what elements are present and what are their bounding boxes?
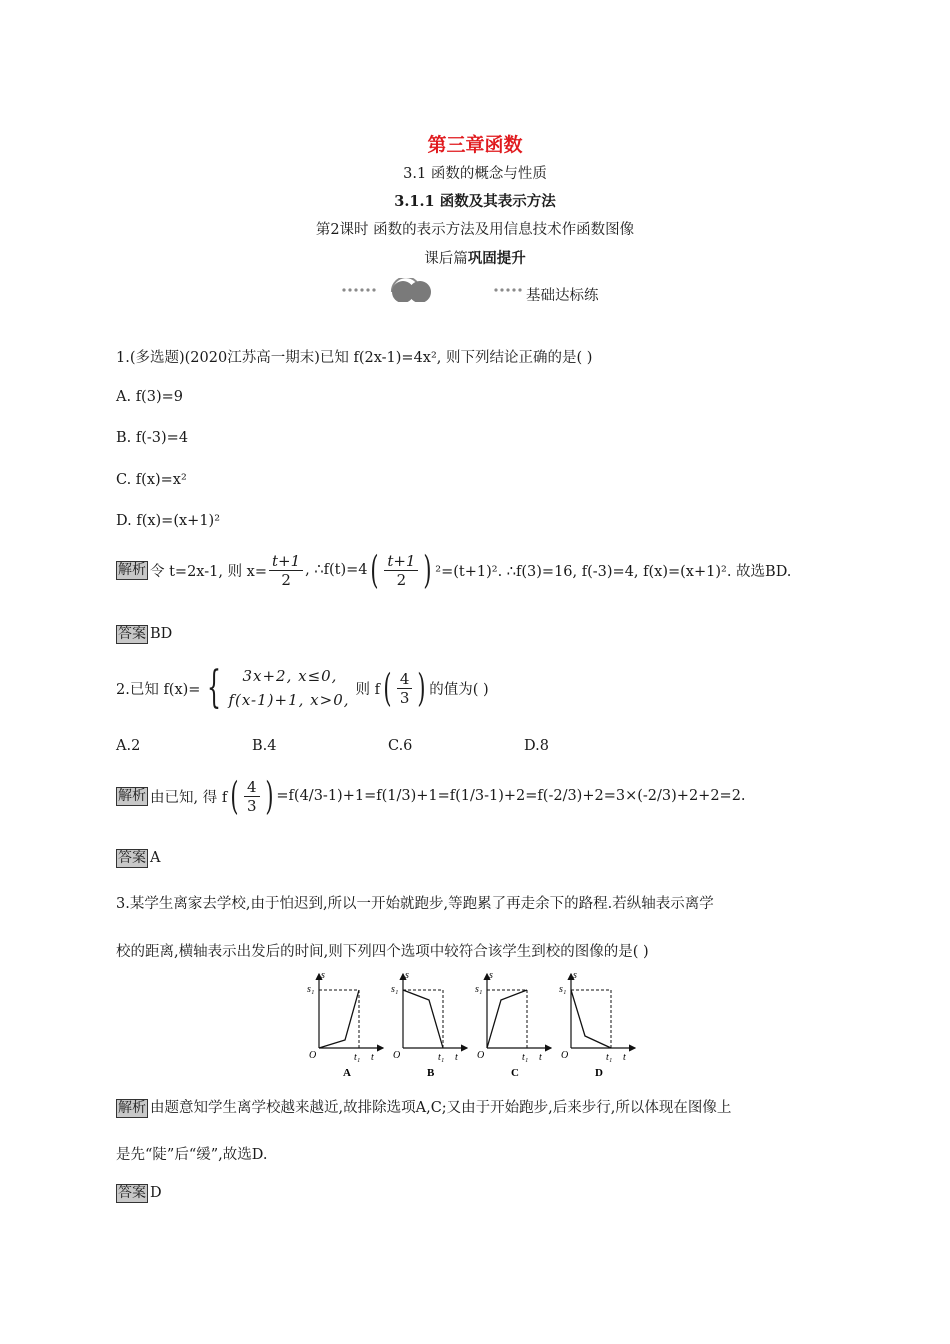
q2-option-a: A.2 xyxy=(116,738,141,754)
graph-d-s: s xyxy=(573,970,577,981)
graph-d-origin: O xyxy=(561,1050,569,1061)
stage-title xyxy=(0,247,950,268)
part-title: 基础达标练 xyxy=(526,288,599,304)
graph-c xyxy=(475,970,551,1079)
graph-c-s: s xyxy=(489,970,493,981)
q2-case1: 3x+2, x≤0, xyxy=(242,667,338,685)
graph-b-s1: s₁ xyxy=(391,984,399,995)
q2-fraction xyxy=(397,670,413,707)
q2-options xyxy=(116,738,660,754)
lesson-title: 第2课时 函数的表示方法及用信息技术作函数图像 xyxy=(315,222,635,238)
answer-tag: 答案 xyxy=(118,626,146,642)
stage-prefix: 课后篇 xyxy=(424,251,468,267)
q2-option-d: D.8 xyxy=(524,738,549,754)
q3-analysis-line1 xyxy=(116,1096,731,1118)
graph-a-label: A xyxy=(343,1067,351,1079)
graph-a-origin: O xyxy=(309,1050,317,1061)
q1-fraction xyxy=(269,552,303,589)
graph-b-origin: O xyxy=(393,1050,401,1061)
graph-a-s: s xyxy=(321,970,325,981)
q3-answer-value: D xyxy=(150,1185,162,1201)
graph-d-t: t xyxy=(623,1052,626,1063)
q2-afrac-num: 4 xyxy=(244,778,260,797)
graph-a-t1: t₁ xyxy=(354,1052,361,1063)
q2-afrac-den: 3 xyxy=(247,796,257,815)
graph-d xyxy=(559,970,635,1079)
chapter-title: 第三章函数 xyxy=(427,134,523,156)
right-paren: ) xyxy=(417,666,426,710)
graph-b-t1: t₁ xyxy=(438,1052,445,1063)
q3-analysis-line2: 是先“陡”后“缓”,故选D. xyxy=(116,1147,268,1163)
q1-option-c: C. f(x)=x² xyxy=(116,472,187,488)
q2-stem-c: 的值为( ) xyxy=(429,681,489,698)
q3-analysis-text1: 由题意知学生离学校越来越近,故排除选项A,C;又由于开始跑步,后来步行,所以体现在图像上 xyxy=(150,1100,732,1116)
q2-stem-b: 则 f xyxy=(355,681,380,698)
graph-b xyxy=(391,970,467,1079)
right-paren: ) xyxy=(423,548,432,592)
section-divider xyxy=(0,278,950,302)
q1-frac2-num: t+1 xyxy=(384,552,418,571)
q2-answer-value: A xyxy=(150,850,161,866)
graph-c-t1: t₁ xyxy=(522,1052,529,1063)
subsection-title: 3.1.1 函数及其表示方法 xyxy=(394,193,556,210)
graph-a-s1: s₁ xyxy=(307,984,315,995)
q1-analysis-a: 令 t=2x-1, 则 x= xyxy=(150,563,268,580)
q1-fraction-2 xyxy=(384,552,418,589)
analysis-tag: 解析 xyxy=(118,561,146,578)
q2-analysis-intro: 由已知, 得 f xyxy=(150,789,228,806)
q1-frac-den: 2 xyxy=(281,570,291,589)
q2-frac-num: 4 xyxy=(397,670,413,689)
q2-piecewise xyxy=(228,664,349,712)
graph-c-origin: O xyxy=(477,1050,485,1061)
graph-b-s: s xyxy=(405,970,409,981)
graph-c-t: t xyxy=(539,1052,542,1063)
graph-c-label: C xyxy=(511,1067,519,1079)
left-paren: ( xyxy=(370,548,379,592)
graph-a xyxy=(307,970,383,1079)
q2-frac-den: 3 xyxy=(399,688,410,707)
graph-b-t: t xyxy=(455,1052,458,1063)
q2-answer xyxy=(116,849,160,868)
divider-decoration-icon xyxy=(0,278,950,302)
left-paren: ( xyxy=(230,774,239,818)
q3-graph-options xyxy=(305,970,645,1082)
q2-stem-a: 2.已知 f(x)= xyxy=(116,681,201,698)
q1-answer-value: BD xyxy=(150,626,173,642)
q1-frac2-den: 2 xyxy=(396,570,407,589)
graph-a-t: t xyxy=(371,1052,374,1063)
graph-d-s1: s₁ xyxy=(559,984,567,995)
brace-icon: { xyxy=(207,662,222,713)
graph-d-label: D xyxy=(595,1067,603,1079)
graph-c-s1: s₁ xyxy=(475,984,483,995)
answer-tag: 答案 xyxy=(118,850,146,866)
left-paren: ( xyxy=(383,666,392,710)
analysis-tag: 解析 xyxy=(118,787,146,804)
q1-analysis xyxy=(116,550,791,590)
graph-d-t1: t₁ xyxy=(606,1052,613,1063)
analysis-tag: 解析 xyxy=(118,1100,146,1116)
right-paren: ) xyxy=(264,774,274,818)
section-title: 3.1 函数的概念与性质 xyxy=(403,166,547,182)
answer-tag: 答案 xyxy=(118,1185,146,1201)
q2-case2: f(x-1)+1, x>0, xyxy=(228,691,350,709)
q3-answer xyxy=(116,1184,162,1203)
q1-stem: 1.(多选题)(2020江苏高一期末)已知 f(2x-1)=4x², 则下列结论正确的是( ) xyxy=(116,350,593,366)
q2-stem xyxy=(116,664,489,712)
q1-analysis-b: , ∴f(t)=4 xyxy=(305,562,368,578)
q2-option-c: C.6 xyxy=(388,738,413,754)
stage-bold: 巩固提升 xyxy=(467,250,526,267)
q1-option-a: A. f(3)=9 xyxy=(116,389,183,405)
q1-frac-num: t+1 xyxy=(269,552,303,571)
q1-option-b: B. f(-3)=4 xyxy=(116,430,189,446)
q1-answer xyxy=(116,625,172,644)
q2-analysis-rest: =f(4/3-1)+1=f(1/3)+1=f(1/3-1)+2=f(-2/3)+2=3×(-2/3)+2+2=2. xyxy=(276,788,746,804)
q2-option-b: B.4 xyxy=(252,738,277,754)
q3-stem-line2: 校的距离,横轴表示出发后的时间,则下列四个选项中较符合该学生到校的图像的是( ) xyxy=(116,944,649,960)
q1-option-d: D. f(x)=(x+1)² xyxy=(116,513,221,529)
graph-b-label: B xyxy=(427,1067,435,1079)
q1-analysis-c: ²=(t+1)². ∴f(3)=16, f(-3)=4, f(x)=(x+1)². 故选BD. xyxy=(435,563,792,580)
q3-stem-line1: 3.某学生离家去学校,由于怕迟到,所以一开始就跑步,等跑累了再走余下的路程.若纵轴表示离学 xyxy=(116,896,714,912)
q2-analysis xyxy=(116,776,746,816)
q2-analysis-fraction xyxy=(244,778,260,815)
